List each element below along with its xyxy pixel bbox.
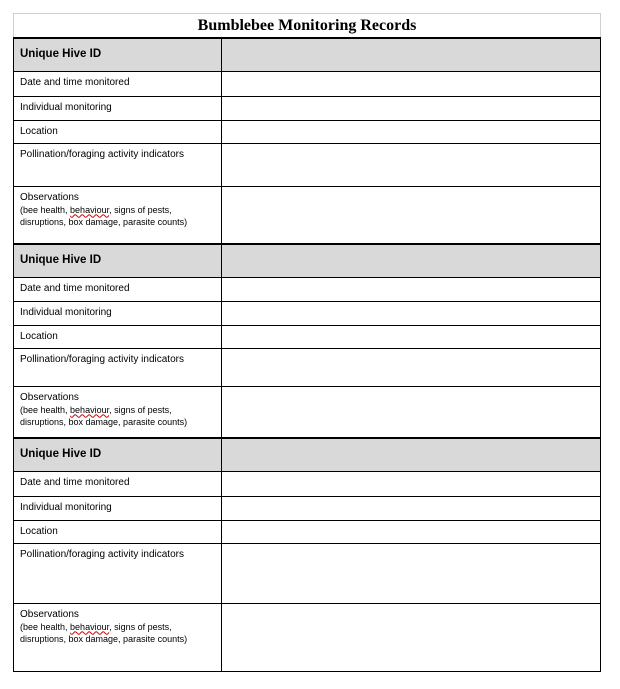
pollination-value-cell[interactable]	[222, 143, 601, 186]
observations-label: Observations	[20, 391, 79, 403]
date-time-value-cell[interactable]	[222, 471, 601, 496]
monitoring-sheet	[13, 13, 601, 672]
record-row	[14, 543, 601, 603]
date-time-label: Date and time monitored	[14, 277, 222, 301]
observations-detail	[20, 204, 215, 228]
record-row	[14, 496, 601, 520]
record-header-row	[14, 244, 601, 277]
observations-value-cell[interactable]	[222, 603, 601, 671]
hive-id-value-cell[interactable]	[222, 38, 601, 71]
location-value-cell[interactable]	[222, 520, 601, 543]
record-row	[14, 277, 601, 301]
record-header-row	[14, 38, 601, 71]
record-row	[14, 120, 601, 143]
pollination-value-cell[interactable]	[222, 348, 601, 386]
observations-detail-line2: disruptions, box damage, parasite counts)	[20, 216, 188, 227]
observations-value-cell[interactable]	[222, 186, 601, 244]
hive-id-label: Unique Hive ID	[14, 38, 222, 71]
pollination-label: Pollination/foraging activity indicators	[14, 543, 222, 603]
spellcheck-word: behaviour	[70, 204, 110, 215]
record-row	[14, 143, 601, 186]
observations-detail	[20, 621, 215, 645]
observations-detail-suffix: , signs of pests,	[109, 204, 172, 215]
record-row	[14, 301, 601, 325]
individual-monitoring-label: Individual monitoring	[14, 301, 222, 325]
document-title: Bumblebee Monitoring Records	[13, 13, 601, 37]
record-row	[14, 186, 601, 244]
records-table	[13, 37, 601, 672]
hive-id-value-cell[interactable]	[222, 438, 601, 471]
hive-id-label: Unique Hive ID	[14, 438, 222, 471]
location-label: Location	[14, 325, 222, 348]
observations-detail	[20, 404, 215, 428]
record-row	[14, 603, 601, 671]
observations-value-cell[interactable]	[222, 386, 601, 438]
date-time-label: Date and time monitored	[14, 471, 222, 496]
pollination-label: Pollination/foraging activity indicators	[14, 143, 222, 186]
observations-label: Observations	[20, 608, 79, 620]
individual-monitoring-label: Individual monitoring	[14, 96, 222, 120]
observations-label-cell	[14, 603, 222, 671]
pollination-value-cell[interactable]	[222, 543, 601, 603]
observations-detail-suffix: , signs of pests,	[109, 404, 172, 415]
observations-detail-suffix: , signs of pests,	[109, 621, 172, 632]
location-value-cell[interactable]	[222, 120, 601, 143]
individual-monitoring-value-cell[interactable]	[222, 496, 601, 520]
record-row	[14, 325, 601, 348]
observations-detail-line2: disruptions, box damage, parasite counts)	[20, 416, 188, 427]
location-label: Location	[14, 520, 222, 543]
date-time-value-cell[interactable]	[222, 71, 601, 96]
location-label: Location	[14, 120, 222, 143]
spellcheck-word: behaviour	[70, 621, 110, 632]
pollination-label: Pollination/foraging activity indicators	[14, 348, 222, 386]
location-value-cell[interactable]	[222, 325, 601, 348]
record-row	[14, 71, 601, 96]
hive-id-label: Unique Hive ID	[14, 244, 222, 277]
observations-detail-prefix: (bee health,	[20, 621, 71, 632]
record-row	[14, 386, 601, 438]
date-time-value-cell[interactable]	[222, 277, 601, 301]
record-row	[14, 520, 601, 543]
individual-monitoring-value-cell[interactable]	[222, 301, 601, 325]
observations-detail-prefix: (bee health,	[20, 204, 71, 215]
observations-label: Observations	[20, 191, 79, 203]
observations-detail-line2: disruptions, box damage, parasite counts)	[20, 633, 188, 644]
hive-id-value-cell[interactable]	[222, 244, 601, 277]
date-time-label: Date and time monitored	[14, 71, 222, 96]
observations-label-cell	[14, 186, 222, 244]
observations-detail-prefix: (bee health,	[20, 404, 71, 415]
record-header-row	[14, 438, 601, 471]
record-row	[14, 96, 601, 120]
record-row	[14, 348, 601, 386]
record-row	[14, 471, 601, 496]
individual-monitoring-value-cell[interactable]	[222, 96, 601, 120]
spellcheck-word: behaviour	[70, 404, 110, 415]
individual-monitoring-label: Individual monitoring	[14, 496, 222, 520]
observations-label-cell	[14, 386, 222, 438]
